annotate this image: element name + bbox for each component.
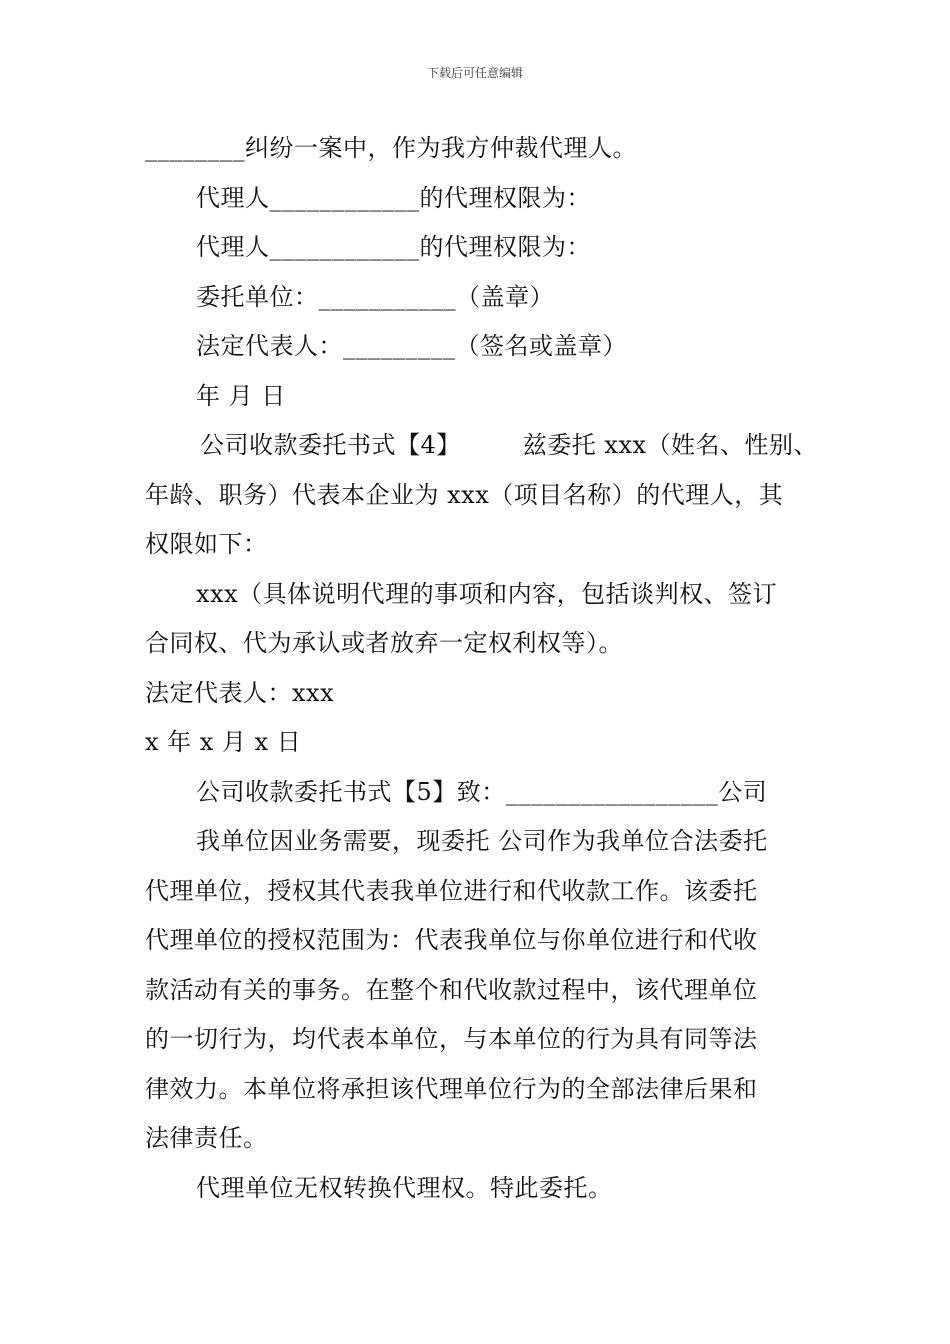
- section-heading-5: 公司收款委托书式【5】致：_________________公司: [196, 777, 768, 806]
- paragraph-line: 委托单位：___________（盖章）: [196, 282, 554, 311]
- date-line: 年 月 日: [196, 381, 286, 410]
- section-heading-4: [145, 421, 835, 471]
- paragraph-line: 法律责任。: [145, 1124, 268, 1152]
- paragraph-line: 代理单位的授权范围为：代表我单位与你单位进行和代收: [145, 926, 758, 954]
- paragraph-line: 款活动有关的事务。在整个和代收款过程中，该代理单位: [145, 975, 758, 1004]
- paragraph-line: xxx（具体说明代理的事项和内容，包括谈判权、签订: [196, 579, 778, 608]
- paragraph-line: 合同权、代为承认或者放弃一定权利权等）。: [145, 629, 623, 657]
- paragraph-line: 权限如下：: [145, 530, 268, 558]
- paragraph-line: ________纠纷一案中，作为我方仲裁代理人。: [145, 134, 637, 162]
- paragraph-text: 兹委托 xxx（姓名、性别、: [522, 431, 819, 459]
- paragraph-line: 的一切行为，均代表本单位，与本单位的行为具有同等法: [145, 1025, 758, 1053]
- document-body: [145, 124, 835, 1213]
- paragraph-line: 我单位因业务需要，现委托 公司作为我单位合法委托: [196, 827, 768, 855]
- paragraph-line: 年龄、职务）代表本企业为 xxx（项目名称）的代理人，其: [145, 480, 784, 509]
- paragraph-line: 律效力。本单位将承担该代理单位行为的全部法律后果和: [145, 1074, 758, 1103]
- paragraph-line: 代理人____________的代理权限为：: [196, 233, 591, 261]
- page-header: 下载后可任意编辑: [426, 66, 523, 80]
- paragraph-line: 代理单位，授权其代表我单位进行和代收款工作。该委托: [145, 876, 758, 905]
- paragraph-line: 代理人____________的代理权限为：: [196, 183, 591, 212]
- paragraph-line: 代理单位无权转换代理权。特此委托。: [196, 1173, 613, 1202]
- paragraph-line: 法定代表人：xxx: [145, 678, 335, 707]
- paragraph-line: 法定代表人：_________（签名或盖章）: [196, 332, 627, 360]
- section-title: 公司收款委托书式【4】: [200, 431, 461, 459]
- date-line: x 年 x 月 x 日: [145, 728, 302, 756]
